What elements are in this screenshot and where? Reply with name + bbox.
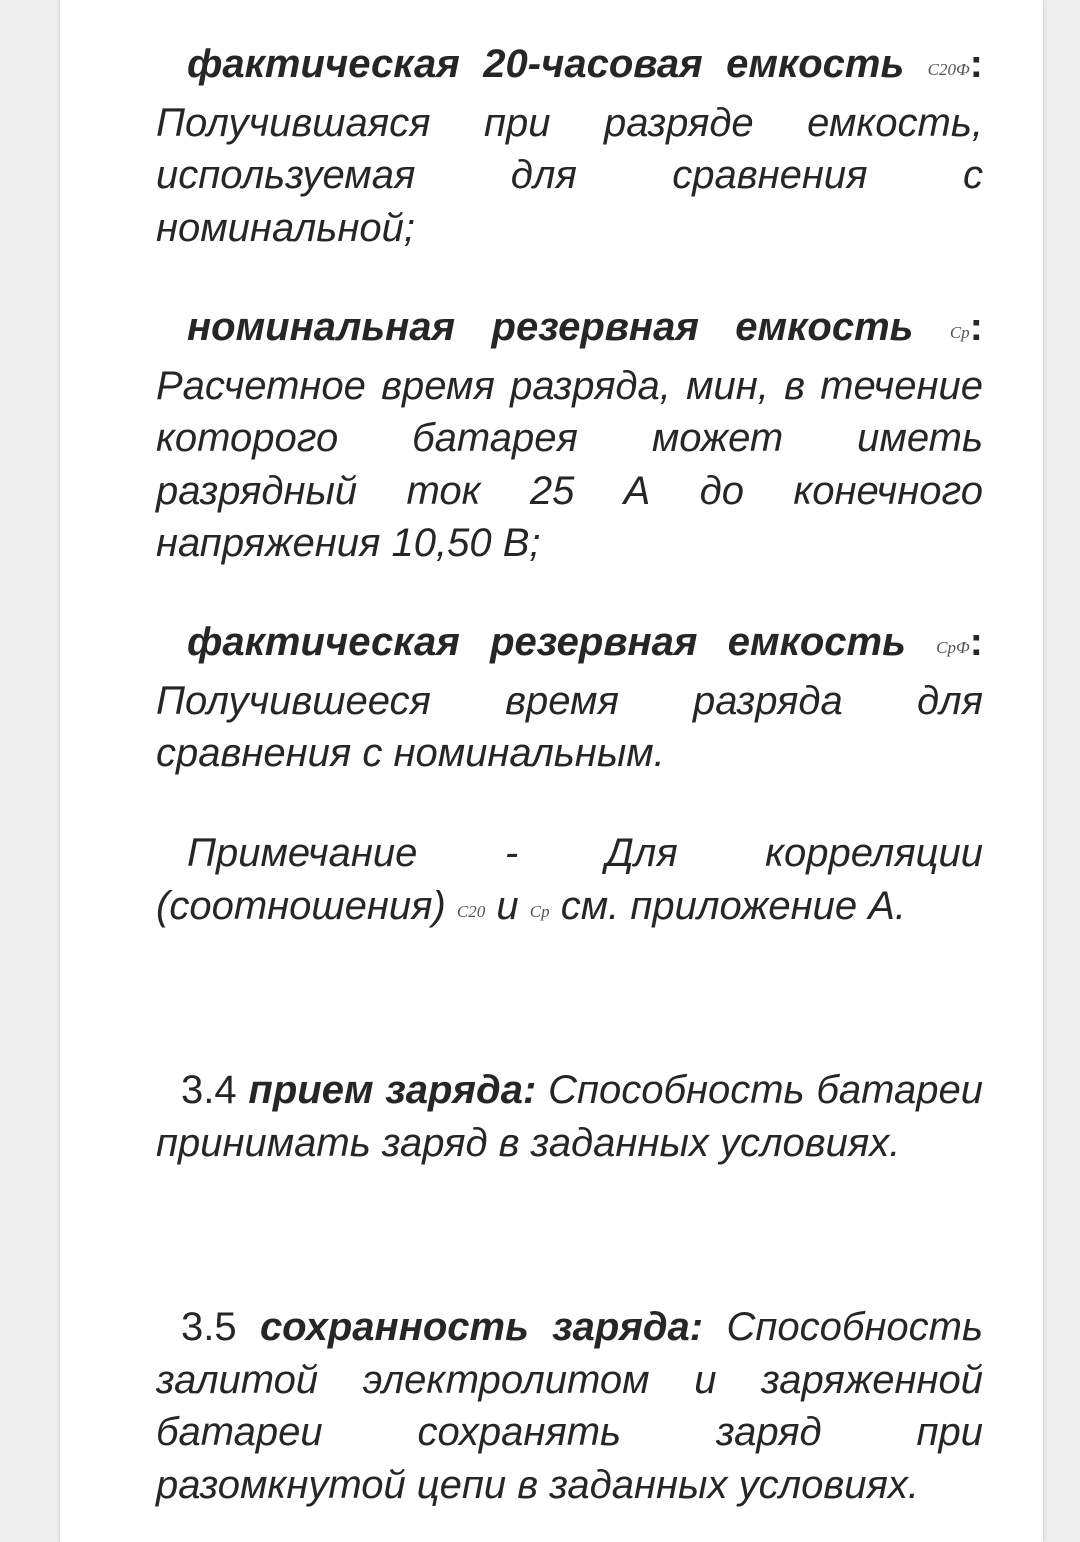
note-text: Примечание - Для корреляции (соотношения): [156, 831, 983, 928]
note-text-end: см. приложение А.: [560, 883, 906, 928]
formula-symbol: Ср: [949, 323, 970, 342]
clause-paragraph: [156, 1301, 983, 1511]
formula-symbol: С20: [456, 901, 486, 921]
document-page: [60, 0, 1043, 1542]
definition-term: номинальная резервная емкость: [187, 305, 914, 349]
definition-term: фактическая резервная емкость: [187, 620, 906, 664]
definition-description: Получившееся время разряда для сравнения с номинальным.: [156, 678, 983, 775]
clause-term: прием заряда:: [248, 1068, 537, 1112]
formula-symbol: СрФ: [936, 638, 970, 657]
clause-paragraph: [156, 1064, 983, 1169]
clause-description: Способность залитой электролитом и заряженной батареи сохранять заряд при разомкнутой цепи в заданных условиях.: [156, 1305, 983, 1507]
clause-term: сохранность заряда:: [259, 1305, 704, 1349]
formula-symbol: С20Ф: [927, 60, 970, 79]
definition-term: фактическая 20-часовая емкость: [187, 42, 905, 86]
clause-number: 3.5: [181, 1305, 237, 1349]
clause-description: Способность батареи принимать заряд в заданных условиях.: [156, 1068, 983, 1165]
formula-symbol: Ср: [529, 901, 550, 921]
definition-paragraph: номинальная резервная емкость Ср: Расчетное время разряда, мин, в течение которого батарея может иметь разрядный ток 25 А до конечного напряжения 10,50 В;: [156, 305, 983, 565]
definition-description: Получившаяся при разряде емкость, используемая для сравнения с номинальной;: [156, 100, 983, 250]
clause-number: 3.4: [181, 1068, 237, 1112]
note-conjunction: и: [496, 883, 519, 928]
note-paragraph: [156, 827, 983, 938]
definition-paragraph: фактическая 20-часовая емкость С20Ф: Получившаяся при разряде емкость, используемая для сравнения с номинальной;: [156, 42, 983, 250]
definition-description: Расчетное время разряда, мин, в течение которого батарея может иметь разрядный ток 25 А до конечного напряжения 10,50 В;: [156, 363, 983, 565]
definition-paragraph: фактическая резервная емкость СрФ: Получившееся время разряда для сравнения с номинальным.: [156, 620, 983, 775]
